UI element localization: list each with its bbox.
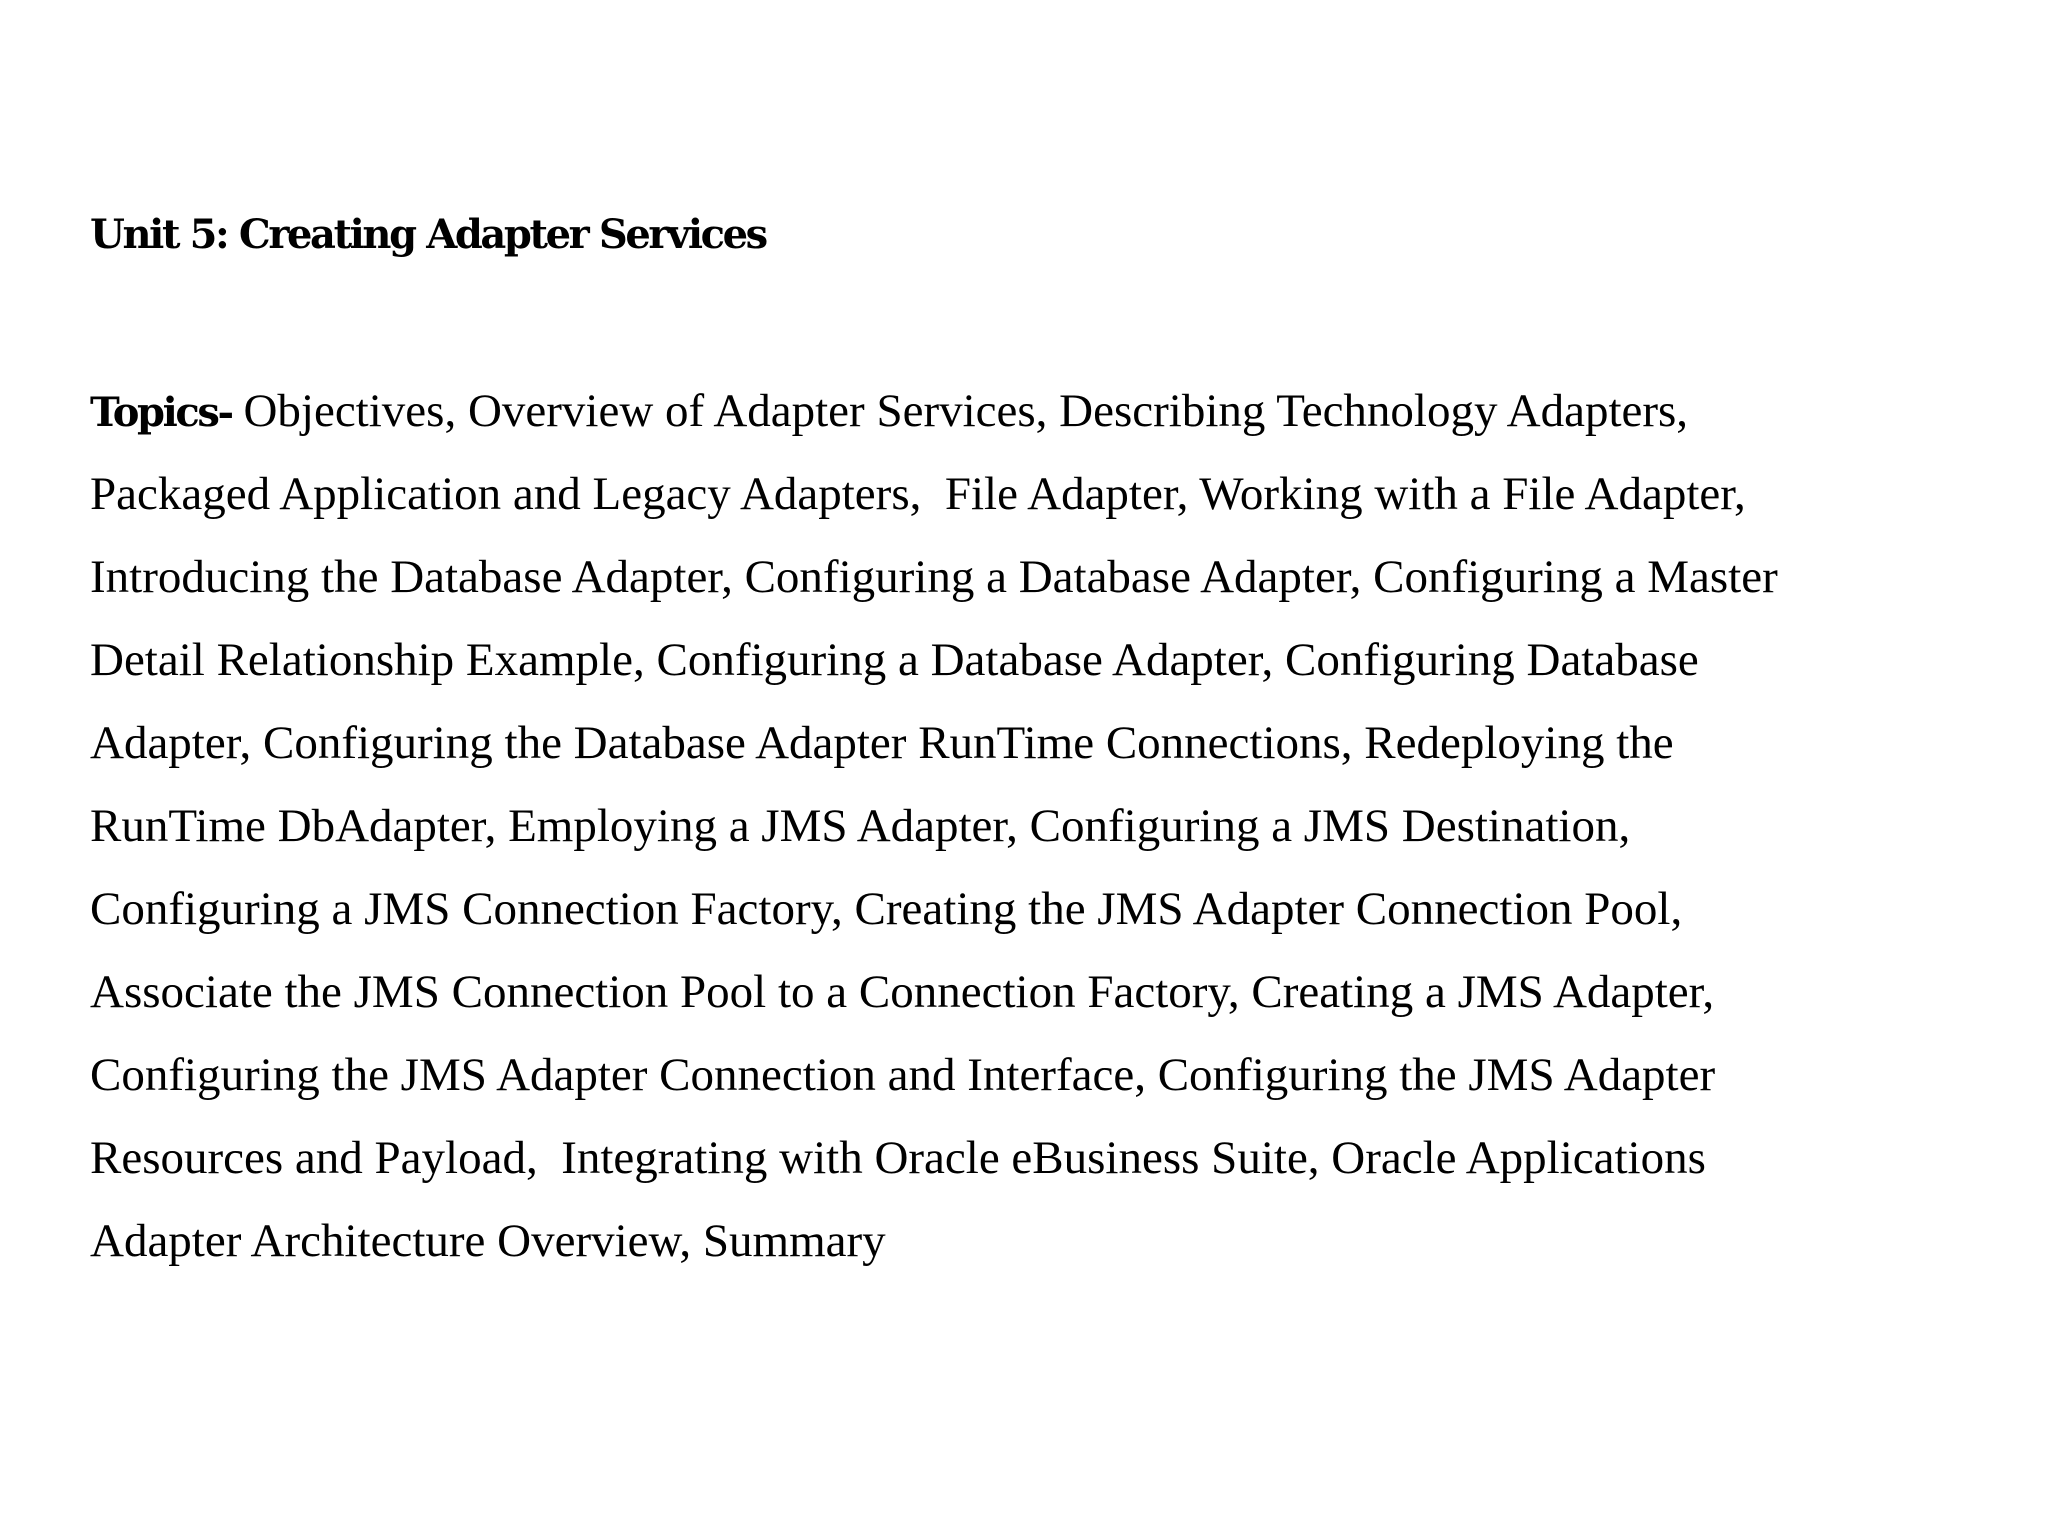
topics-line: Detail Relationship Example, Configuring a Database Adapter, Configuring Database xyxy=(90,634,1699,686)
topics-label: Topics- xyxy=(90,389,232,436)
topics-line xyxy=(90,370,1970,453)
topics-line: Adapter Architecture Overview, Summary xyxy=(90,1215,886,1267)
unit-title: Unit 5: Creating Adapter Services xyxy=(90,211,766,258)
topics-paragraph xyxy=(90,370,1970,1283)
topics-line: Adapter, Configuring the Database Adapter RunTime Connections, Redeploying the xyxy=(90,717,1674,769)
topics-line: Introducing the Database Adapter, Configuring a Database Adapter, Configuring a Master xyxy=(90,551,1778,603)
topics-line: Associate the JMS Connection Pool to a Connection Factory, Creating a JMS Adapter, xyxy=(90,966,1715,1018)
topics-line: Packaged Application and Legacy Adapters, File Adapter, Working with a File Adapter, xyxy=(90,468,1746,520)
topics-line: RunTime DbAdapter, Employing a JMS Adapter, Configuring a JMS Destination, xyxy=(90,800,1631,852)
topics-line: Configuring the JMS Adapter Connection and Interface, Configuring the JMS Adapter xyxy=(90,1049,1716,1101)
topics-line: Configuring a JMS Connection Factory, Creating the JMS Adapter Connection Pool, xyxy=(90,883,1683,935)
topics-line-text: Objectives, Overview of Adapter Services, Describing Technology Adapters, xyxy=(231,385,1689,437)
topics-line: Resources and Payload, Integrating with Oracle eBusiness Suite, Oracle Applications xyxy=(90,1132,1706,1184)
